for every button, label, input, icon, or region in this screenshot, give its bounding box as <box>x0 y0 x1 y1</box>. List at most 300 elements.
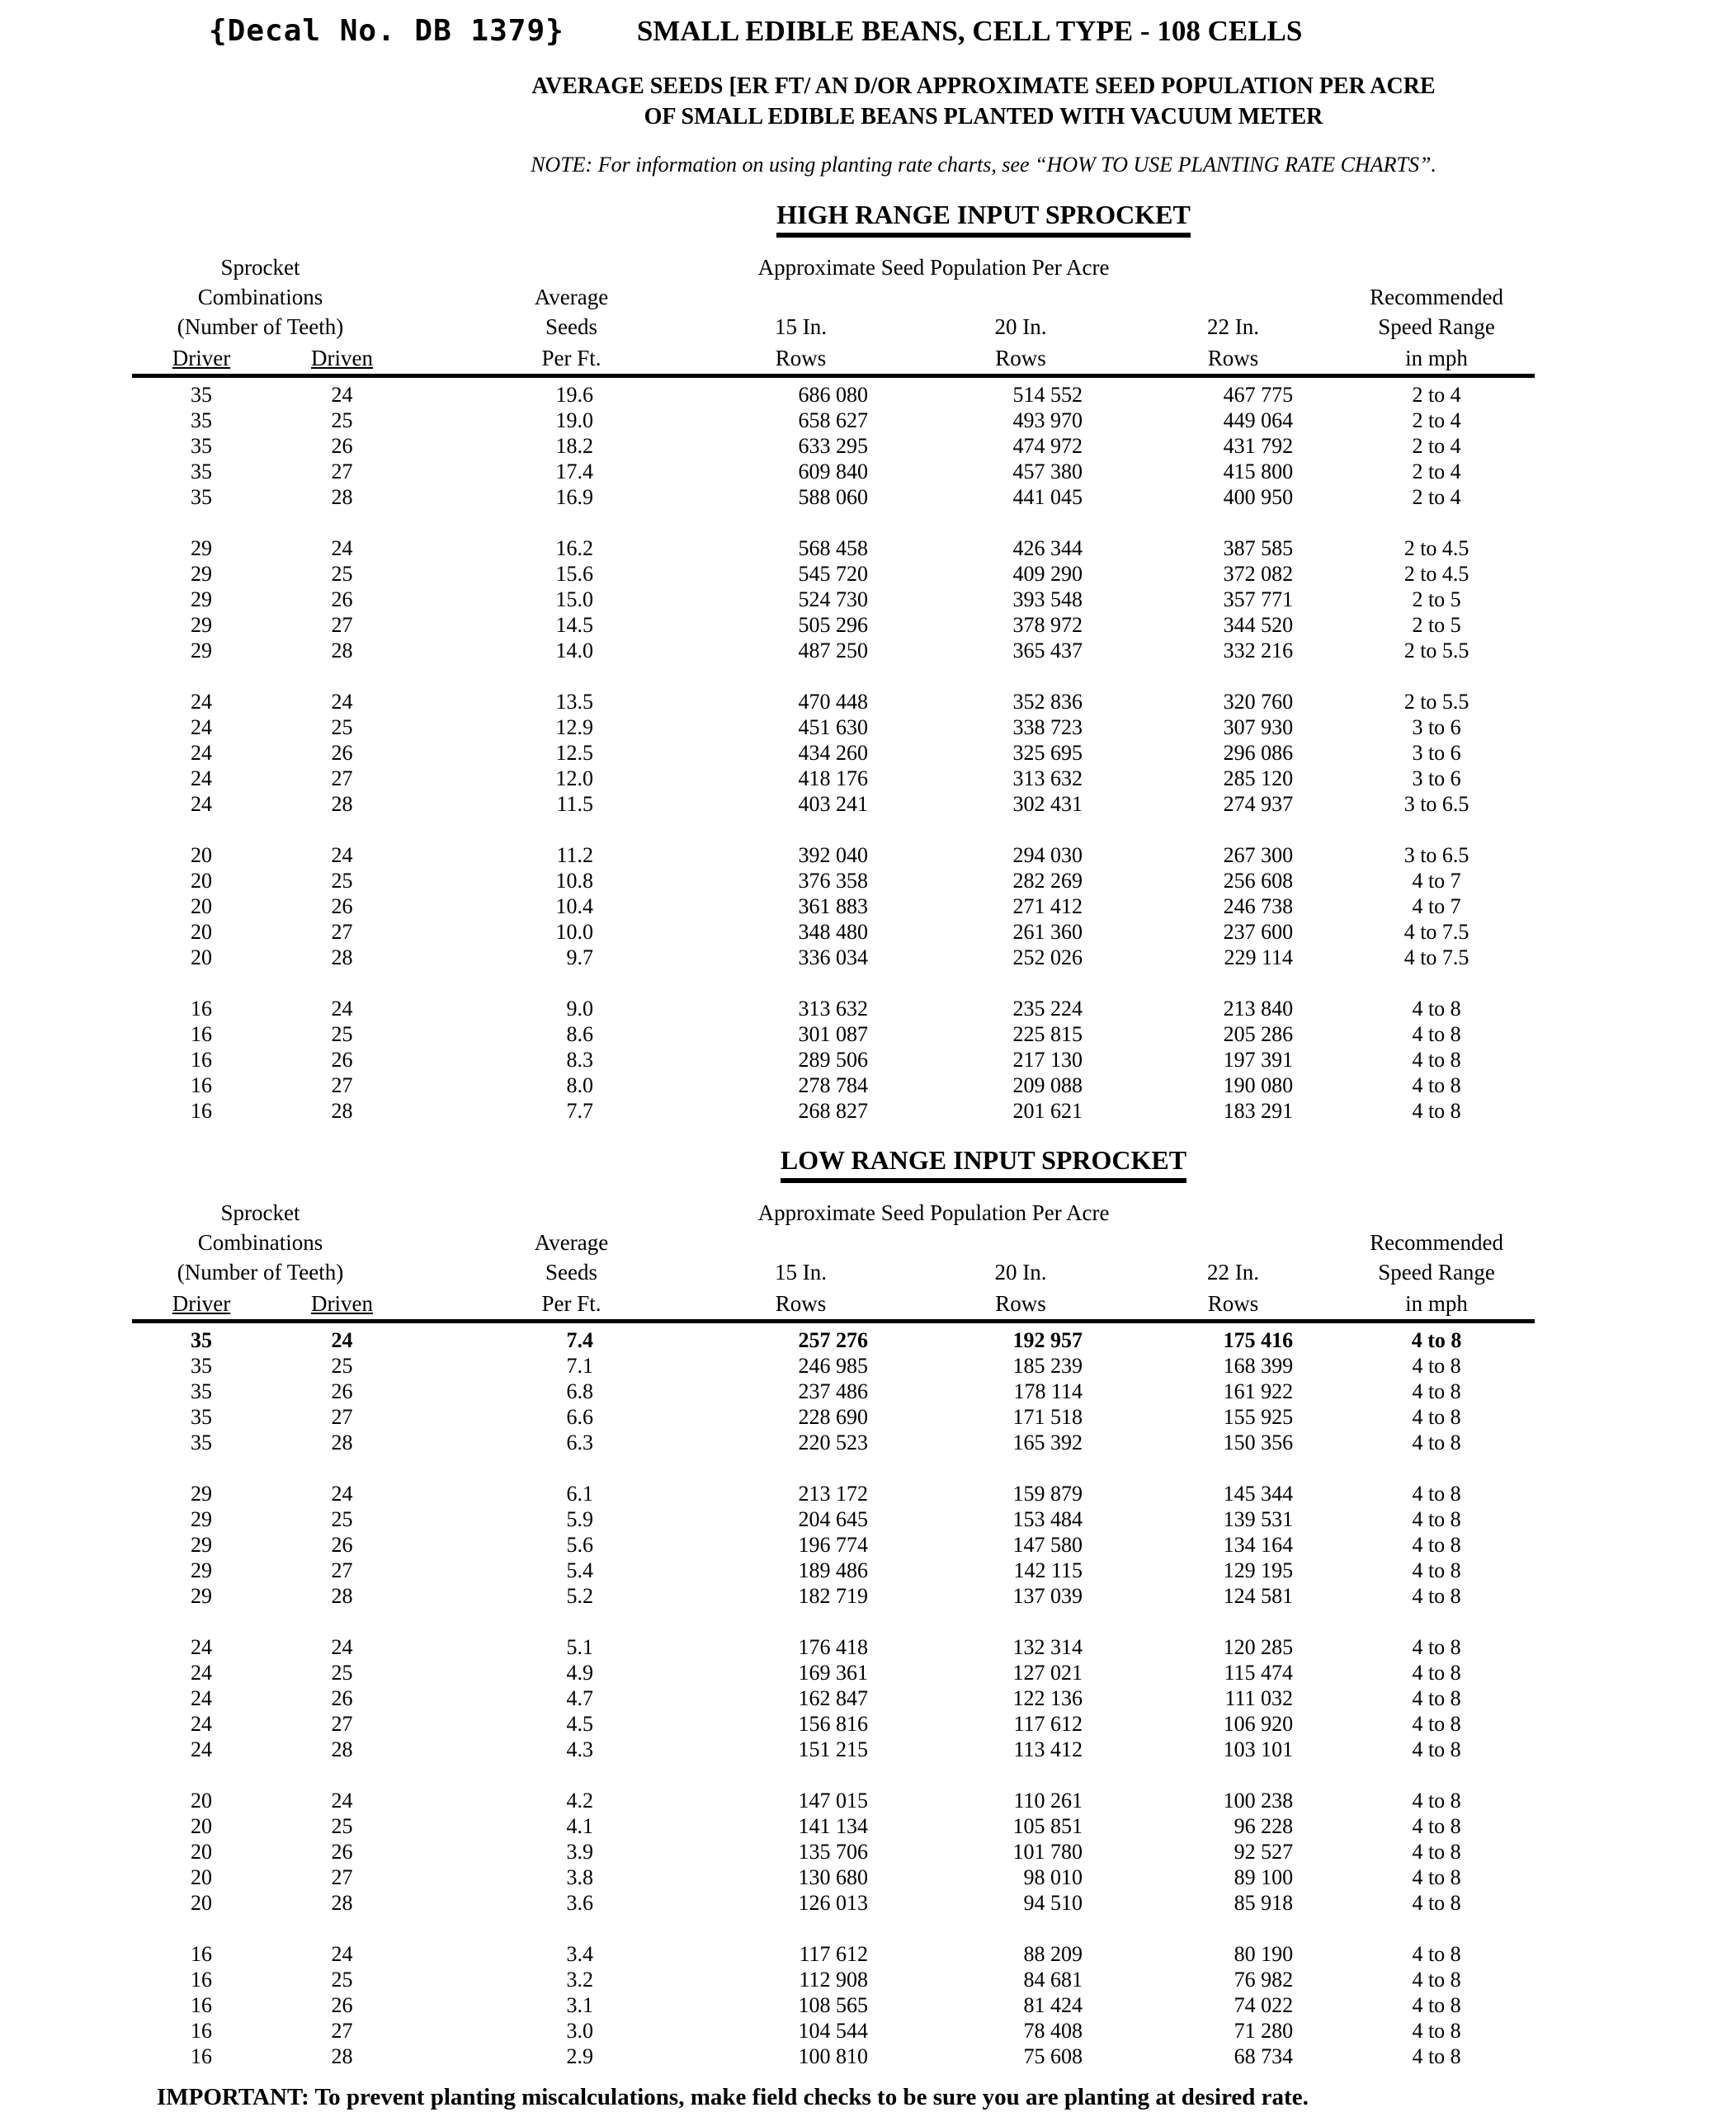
cell-speed-range: 4 to 7 <box>1412 893 1461 918</box>
cell-rows-22in: 237 600 <box>1223 919 1294 944</box>
cell-driver: 20 <box>191 919 212 944</box>
cell-driven: 25 <box>331 1660 353 1685</box>
table-row <box>132 1634 1535 1660</box>
table-row <box>132 1992 1535 2018</box>
low-range-table <box>132 1196 1535 2069</box>
group-spacer <box>132 510 1535 535</box>
cell-driven: 28 <box>331 791 353 816</box>
cell-speed-range: 2 to 4 <box>1412 459 1461 483</box>
cell-seeds-per-ft: 3.8 <box>566 1864 594 1889</box>
table-row <box>132 638 1535 663</box>
cell-driver: 20 <box>191 1890 212 1915</box>
cell-speed-range: 4 to 8 <box>1412 1711 1461 1736</box>
cell-speed-range: 4 to 8 <box>1412 996 1461 1021</box>
cell-seeds-per-ft: 5.2 <box>566 1583 594 1608</box>
cell-driven: 27 <box>331 1404 353 1429</box>
table-row <box>132 919 1535 945</box>
cell-driver: 16 <box>191 1941 212 1966</box>
cell-rows-20in: 88 209 <box>1023 1941 1083 1966</box>
cell-rows-15in: 434 260 <box>798 740 869 765</box>
cell-driven: 26 <box>331 587 353 611</box>
high-range-table-header <box>132 251 1535 376</box>
cell-driven: 25 <box>331 1506 353 1531</box>
cell-rows-15in: 156 816 <box>798 1711 869 1736</box>
rows-label-22in: Rows <box>1128 340 1338 376</box>
cell-seeds-per-ft: 7.7 <box>566 1098 594 1123</box>
cell-driven: 26 <box>331 1839 353 1864</box>
cell-driver: 16 <box>191 1967 212 1992</box>
document-subtitle <box>0 71 1736 132</box>
driven-column-header: Driven <box>271 340 455 376</box>
cell-driven: 25 <box>331 561 353 586</box>
cell-driver: 35 <box>191 1404 212 1429</box>
cell-rows-20in: 378 972 <box>1012 612 1083 637</box>
cell-driven: 27 <box>331 1558 353 1582</box>
cell-driven: 25 <box>331 714 353 739</box>
table-row <box>132 1532 1535 1558</box>
cell-driver: 35 <box>191 1430 212 1454</box>
table-row <box>132 689 1535 714</box>
cell-rows-20in: 98 010 <box>1023 1864 1083 1889</box>
cell-rows-20in: 426 344 <box>1012 535 1083 560</box>
cell-driver: 20 <box>191 1788 212 1813</box>
low-range-heading-text: LOW RANGE INPUT SPROCKET <box>781 1143 1186 1183</box>
table-row <box>132 1813 1535 1839</box>
cell-rows-15in: 348 480 <box>798 919 869 944</box>
cell-rows-15in: 686 080 <box>798 382 869 407</box>
table-row <box>132 2018 1535 2044</box>
cell-driven: 26 <box>331 1685 353 1710</box>
empty-header-cell <box>1128 1226 1338 1256</box>
cell-rows-15in: 470 448 <box>798 689 869 714</box>
cell-driven: 28 <box>331 945 353 969</box>
table-row <box>132 484 1535 510</box>
cell-seeds-per-ft: 7.1 <box>566 1353 594 1378</box>
cell-rows-15in: 403 241 <box>798 791 869 816</box>
cell-speed-range: 4 to 8 <box>1412 1379 1461 1403</box>
cell-seeds-per-ft: 15.0 <box>555 587 594 611</box>
cell-rows-22in: 183 291 <box>1223 1098 1294 1123</box>
avg-seeds-header-line3: Per Ft. <box>455 340 688 376</box>
cell-speed-range: 4 to 8 <box>1412 1404 1461 1429</box>
cell-rows-15in: 147 015 <box>798 1788 869 1813</box>
table-row <box>132 433 1535 459</box>
table-row <box>132 1941 1535 1967</box>
cell-driver: 24 <box>191 740 212 765</box>
cell-rows-20in: 252 026 <box>1012 945 1083 969</box>
rows-20in-header: 20 In. <box>994 1260 1047 1285</box>
cell-driven: 27 <box>331 919 353 944</box>
cell-speed-range: 4 to 7.5 <box>1403 919 1469 944</box>
cell-speed-range: 4 to 7 <box>1412 868 1461 893</box>
cell-seeds-per-ft: 5.9 <box>566 1506 594 1531</box>
cell-rows-20in: 365 437 <box>1012 638 1083 662</box>
cell-driven: 28 <box>331 1737 353 1761</box>
cell-rows-20in: 101 780 <box>1012 1839 1083 1864</box>
table-row <box>132 2044 1535 2069</box>
cell-rows-22in: 150 356 <box>1223 1430 1294 1454</box>
cell-seeds-per-ft: 17.4 <box>555 459 594 483</box>
table-row <box>132 587 1535 612</box>
cell-rows-22in: 415 800 <box>1223 459 1294 483</box>
cell-speed-range: 4 to 8 <box>1412 1072 1461 1097</box>
table-row <box>132 1021 1535 1047</box>
cell-speed-range: 4 to 8 <box>1412 1839 1461 1864</box>
cell-seeds-per-ft: 4.7 <box>566 1685 594 1710</box>
cell-driver: 29 <box>191 587 212 611</box>
cell-driven: 24 <box>331 1634 353 1659</box>
cell-seeds-per-ft: 3.4 <box>566 1941 594 1966</box>
table-row <box>132 376 1535 408</box>
cell-rows-15in: 135 706 <box>798 1839 869 1864</box>
cell-speed-range: 4 to 8 <box>1412 1634 1461 1659</box>
table-row <box>132 612 1535 638</box>
cell-driven: 28 <box>331 1890 353 1915</box>
cell-seeds-per-ft: 8.6 <box>566 1021 594 1046</box>
cell-rows-22in: 246 738 <box>1223 893 1294 918</box>
sprocket-header-line1: Sprocket <box>220 255 300 280</box>
cell-speed-range: 4 to 8 <box>1412 1660 1461 1685</box>
cell-rows-22in: 71 280 <box>1234 2018 1294 2043</box>
cell-rows-15in: 609 840 <box>798 459 869 483</box>
cell-driven: 27 <box>331 1711 353 1736</box>
cell-speed-range: 4 to 8 <box>1412 1047 1461 1072</box>
cell-speed-range: 4 to 8 <box>1412 1481 1461 1506</box>
table-row <box>132 1072 1535 1098</box>
cell-rows-15in: 126 013 <box>798 1890 869 1915</box>
cell-driver: 24 <box>191 1660 212 1685</box>
rows-22in-header: 22 In. <box>1207 314 1260 339</box>
cell-driven: 24 <box>331 996 353 1021</box>
cell-rows-22in: 267 300 <box>1223 842 1294 867</box>
cell-driven: 25 <box>331 868 353 893</box>
table-row <box>132 1098 1535 1124</box>
empty-header-cell <box>913 280 1128 310</box>
cell-rows-22in: 134 164 <box>1223 1532 1294 1557</box>
cell-rows-20in: 105 851 <box>1012 1813 1083 1838</box>
table-row <box>132 842 1535 868</box>
cell-speed-range: 2 to 4 <box>1412 484 1461 509</box>
cell-seeds-per-ft: 3.6 <box>566 1890 594 1915</box>
cell-driver: 29 <box>191 1583 212 1608</box>
sprocket-header-line2: Combinations <box>197 1230 323 1255</box>
cell-seeds-per-ft: 3.9 <box>566 1839 594 1864</box>
cell-driver: 16 <box>191 1072 212 1097</box>
cell-seeds-per-ft: 4.5 <box>566 1711 594 1736</box>
empty-header-cell <box>688 1226 913 1256</box>
cell-speed-range: 3 to 6 <box>1412 714 1461 739</box>
note-text: NOTE: For information on using planting rate charts, see “HOW TO USE PLANTING RATE CHARTS”. <box>531 153 1436 177</box>
cell-speed-range: 4 to 8 <box>1412 1813 1461 1838</box>
table-row <box>132 791 1535 817</box>
cell-rows-15in: 204 645 <box>798 1506 869 1531</box>
cell-driver: 16 <box>191 1047 212 1072</box>
cell-driven: 26 <box>331 740 353 765</box>
cell-rows-20in: 147 580 <box>1012 1532 1083 1557</box>
cell-driver: 24 <box>191 766 212 790</box>
table-row <box>132 1864 1535 1890</box>
cell-driven: 27 <box>331 766 353 790</box>
avg-seeds-header-line2: Seeds <box>545 314 598 339</box>
cell-rows-20in: 209 088 <box>1012 1072 1083 1097</box>
cell-rows-15in: 213 172 <box>798 1481 869 1506</box>
cell-rows-15in: 392 040 <box>798 842 869 867</box>
avg-seeds-header-line3: Per Ft. <box>455 1285 688 1322</box>
cell-rows-20in: 153 484 <box>1012 1506 1083 1531</box>
group-spacer <box>132 663 1535 689</box>
table-row <box>132 1583 1535 1609</box>
cell-rows-15in: 487 250 <box>798 638 869 662</box>
cell-rows-20in: 271 412 <box>1012 893 1083 918</box>
cell-rows-15in: 108 565 <box>798 1992 869 2017</box>
cell-rows-20in: 325 695 <box>1012 740 1083 765</box>
cell-speed-range: 2 to 5.5 <box>1403 638 1469 662</box>
cell-rows-15in: 130 680 <box>798 1864 869 1889</box>
cell-rows-22in: 96 228 <box>1234 1813 1294 1838</box>
cell-driver: 24 <box>191 1737 212 1761</box>
table-row <box>132 1890 1535 1916</box>
table-row <box>132 714 1535 740</box>
cell-seeds-per-ft: 8.3 <box>566 1047 594 1072</box>
cell-rows-20in: 171 518 <box>1012 1404 1083 1429</box>
cell-rows-22in: 100 238 <box>1223 1788 1294 1813</box>
cell-driven: 26 <box>331 893 353 918</box>
cell-rows-15in: 376 358 <box>798 868 869 893</box>
cell-speed-range: 4 to 8 <box>1412 1583 1461 1608</box>
table-row <box>132 1558 1535 1583</box>
cell-driver: 35 <box>191 408 212 432</box>
sprocket-header-line3: (Number of Teeth) <box>177 1260 344 1285</box>
cell-speed-range: 4 to 8 <box>1412 1941 1461 1966</box>
cell-driver: 35 <box>191 1327 212 1352</box>
cell-driver: 29 <box>191 1506 212 1531</box>
table-row <box>132 1481 1535 1506</box>
cell-seeds-per-ft: 16.2 <box>555 535 594 560</box>
cell-driver: 29 <box>191 1532 212 1557</box>
cell-seeds-per-ft: 3.0 <box>566 2018 594 2043</box>
cell-speed-range: 4 to 8 <box>1412 1532 1461 1557</box>
cell-rows-15in: 451 630 <box>798 714 869 739</box>
cell-rows-15in: 196 774 <box>798 1532 869 1557</box>
cell-seeds-per-ft: 11.5 <box>556 791 594 816</box>
cell-rows-22in: 256 608 <box>1223 868 1294 893</box>
cell-rows-20in: 338 723 <box>1012 714 1083 739</box>
speed-header-line3: in mph <box>1338 1285 1535 1322</box>
cell-rows-22in: 68 734 <box>1234 2044 1294 2068</box>
cell-seeds-per-ft: 15.6 <box>555 561 594 586</box>
cell-seeds-per-ft: 12.9 <box>555 714 594 739</box>
table-row <box>132 1404 1535 1430</box>
cell-rows-20in: 142 115 <box>1013 1558 1083 1582</box>
cell-driver: 35 <box>191 484 212 509</box>
cell-seeds-per-ft: 10.8 <box>555 868 594 893</box>
cell-rows-15in: 301 087 <box>798 1021 869 1046</box>
cell-driver: 24 <box>191 1685 212 1710</box>
cell-seeds-per-ft: 16.9 <box>555 484 594 509</box>
driven-column-header: Driven <box>271 1285 455 1322</box>
table-row <box>132 1788 1535 1813</box>
cell-driver: 24 <box>191 714 212 739</box>
cell-rows-20in: 84 681 <box>1023 1967 1083 1992</box>
speed-header-line1: Recommended <box>1370 1230 1504 1255</box>
cell-seeds-per-ft: 10.4 <box>555 893 594 918</box>
cell-rows-22in: 80 190 <box>1234 1941 1294 1966</box>
cell-driver: 29 <box>191 535 212 560</box>
cell-seeds-per-ft: 5.1 <box>566 1634 594 1659</box>
document-header <box>209 12 1736 51</box>
cell-rows-22in: 449 064 <box>1223 408 1294 432</box>
cell-rows-15in: 189 486 <box>798 1558 869 1582</box>
cell-driver: 24 <box>191 791 212 816</box>
cell-driver: 29 <box>191 1481 212 1506</box>
cell-driver: 20 <box>191 1813 212 1838</box>
cell-rows-15in: 151 215 <box>798 1737 869 1761</box>
cell-driver: 16 <box>191 1021 212 1046</box>
cell-driver: 24 <box>191 1634 212 1659</box>
cell-speed-range: 3 to 6 <box>1412 766 1461 790</box>
cell-speed-range: 4 to 8 <box>1412 2044 1461 2068</box>
cell-driven: 28 <box>331 2044 353 2068</box>
cell-rows-22in: 139 531 <box>1223 1506 1294 1531</box>
cell-driven: 28 <box>331 484 353 509</box>
table-row <box>132 1737 1535 1762</box>
cell-driven: 24 <box>331 689 353 714</box>
cell-driven: 24 <box>331 535 353 560</box>
cell-rows-15in: 658 627 <box>798 408 869 432</box>
cell-driver: 29 <box>191 1558 212 1582</box>
cell-speed-range: 4 to 8 <box>1412 1890 1461 1915</box>
cell-driven: 24 <box>331 1941 353 1966</box>
cell-driven: 26 <box>331 1532 353 1557</box>
cell-seeds-per-ft: 5.4 <box>566 1558 594 1582</box>
cell-driven: 25 <box>331 1353 353 1378</box>
speed-header-line1: Recommended <box>1370 285 1504 309</box>
cell-rows-15in: 228 690 <box>798 1404 869 1429</box>
cell-rows-20in: 185 239 <box>1012 1353 1083 1378</box>
cell-rows-20in: 201 621 <box>1012 1098 1083 1123</box>
cell-rows-15in: 220 523 <box>798 1430 869 1454</box>
cell-seeds-per-ft: 19.0 <box>555 408 594 432</box>
cell-speed-range: 4 to 8 <box>1412 1506 1461 1531</box>
cell-driven: 25 <box>331 1813 353 1838</box>
cell-speed-range: 4 to 8 <box>1412 1864 1461 1889</box>
cell-rows-15in: 176 418 <box>798 1634 869 1659</box>
empty-header-cell <box>913 1226 1128 1256</box>
cell-driver: 16 <box>191 2044 212 2068</box>
cell-driven: 27 <box>331 612 353 637</box>
avg-seeds-header-line2: Seeds <box>545 1260 598 1285</box>
cell-rows-20in: 493 970 <box>1012 408 1083 432</box>
cell-driver: 16 <box>191 1992 212 2017</box>
cell-rows-15in: 633 295 <box>798 433 869 458</box>
cell-driven: 25 <box>331 1967 353 1992</box>
cell-rows-15in: 361 883 <box>798 893 869 918</box>
cell-rows-15in: 100 810 <box>798 2044 869 2068</box>
cell-driven: 27 <box>331 459 353 483</box>
rows-label-20in: Rows <box>913 340 1128 376</box>
high-range-table-body <box>132 376 1535 1124</box>
cell-driven: 27 <box>331 1072 353 1097</box>
cell-driver: 29 <box>191 561 212 586</box>
table-row <box>132 945 1535 970</box>
cell-rows-15in: 117 612 <box>799 1941 869 1966</box>
cell-speed-range: 2 to 4.5 <box>1403 535 1469 560</box>
rows-label-20in: Rows <box>913 1285 1128 1322</box>
cell-rows-22in: 205 286 <box>1223 1021 1294 1046</box>
table-row <box>132 561 1535 587</box>
cell-rows-20in: 282 269 <box>1012 868 1083 893</box>
cell-seeds-per-ft: 10.0 <box>555 919 594 944</box>
cell-rows-20in: 75 608 <box>1023 2044 1083 2068</box>
cell-rows-22in: 168 399 <box>1223 1353 1294 1378</box>
cell-seeds-per-ft: 4.2 <box>566 1788 594 1813</box>
cell-seeds-per-ft: 9.0 <box>566 996 594 1021</box>
cell-driver: 20 <box>191 1864 212 1889</box>
cell-driver: 16 <box>191 996 212 1021</box>
high-range-section-heading <box>0 198 1736 238</box>
cell-speed-range: 3 to 6.5 <box>1403 842 1469 867</box>
cell-rows-15in: 545 720 <box>798 561 869 586</box>
page-title: SMALL EDIBLE BEANS, CELL TYPE - 108 CELLS <box>636 15 1303 47</box>
cell-rows-15in: 162 847 <box>798 1685 869 1710</box>
cell-rows-15in: 237 486 <box>798 1379 869 1403</box>
cell-seeds-per-ft: 5.6 <box>566 1532 594 1557</box>
cell-speed-range: 2 to 4 <box>1412 433 1461 458</box>
cell-rows-22in: 357 771 <box>1223 587 1294 611</box>
cell-seeds-per-ft: 9.7 <box>566 945 594 969</box>
cell-driver: 20 <box>191 893 212 918</box>
cell-speed-range: 4 to 8 <box>1412 1558 1461 1582</box>
cell-driver: 20 <box>191 842 212 867</box>
cell-driven: 25 <box>331 408 353 432</box>
cell-driver: 35 <box>191 459 212 483</box>
avg-seeds-header-line1: Average <box>534 1230 609 1255</box>
cell-rows-15in: 313 632 <box>798 996 869 1021</box>
cell-seeds-per-ft: 6.1 <box>566 1481 594 1506</box>
table-row <box>132 1379 1535 1404</box>
group-spacer <box>132 817 1535 842</box>
cell-seeds-per-ft: 6.6 <box>566 1404 594 1429</box>
table-row <box>132 459 1535 484</box>
cell-rows-22in: 120 285 <box>1223 1634 1294 1659</box>
cell-driver: 24 <box>191 689 212 714</box>
subtitle-line-2: OF SMALL EDIBLE BEANS PLANTED WITH VACUUM METER <box>644 104 1323 130</box>
cell-driver: 29 <box>191 612 212 637</box>
cell-seeds-per-ft: 8.0 <box>566 1072 594 1097</box>
cell-driven: 24 <box>331 842 353 867</box>
cell-rows-20in: 409 290 <box>1012 561 1083 586</box>
cell-rows-22in: 387 585 <box>1223 535 1294 560</box>
cell-rows-15in: 182 719 <box>798 1583 869 1608</box>
cell-rows-22in: 372 082 <box>1223 561 1294 586</box>
cell-rows-20in: 441 045 <box>1012 484 1083 509</box>
low-range-section-heading <box>0 1143 1736 1183</box>
population-header: Approximate Seed Population Per Acre <box>757 1200 1110 1225</box>
table-row <box>132 1660 1535 1685</box>
cell-rows-22in: 274 937 <box>1223 791 1294 816</box>
sprocket-header-line2: Combinations <box>197 285 323 309</box>
cell-rows-20in: 261 360 <box>1012 919 1083 944</box>
cell-rows-15in: 141 134 <box>798 1813 869 1838</box>
cell-driven: 28 <box>331 1430 353 1454</box>
cell-rows-22in: 190 080 <box>1223 1072 1294 1097</box>
cell-seeds-per-ft: 7.4 <box>566 1327 594 1352</box>
cell-speed-range: 4 to 8 <box>1412 1967 1461 1992</box>
table-row <box>132 1353 1535 1379</box>
cell-rows-20in: 113 412 <box>1013 1737 1083 1761</box>
cell-driven: 28 <box>331 1583 353 1608</box>
cell-driven: 27 <box>331 2018 353 2043</box>
